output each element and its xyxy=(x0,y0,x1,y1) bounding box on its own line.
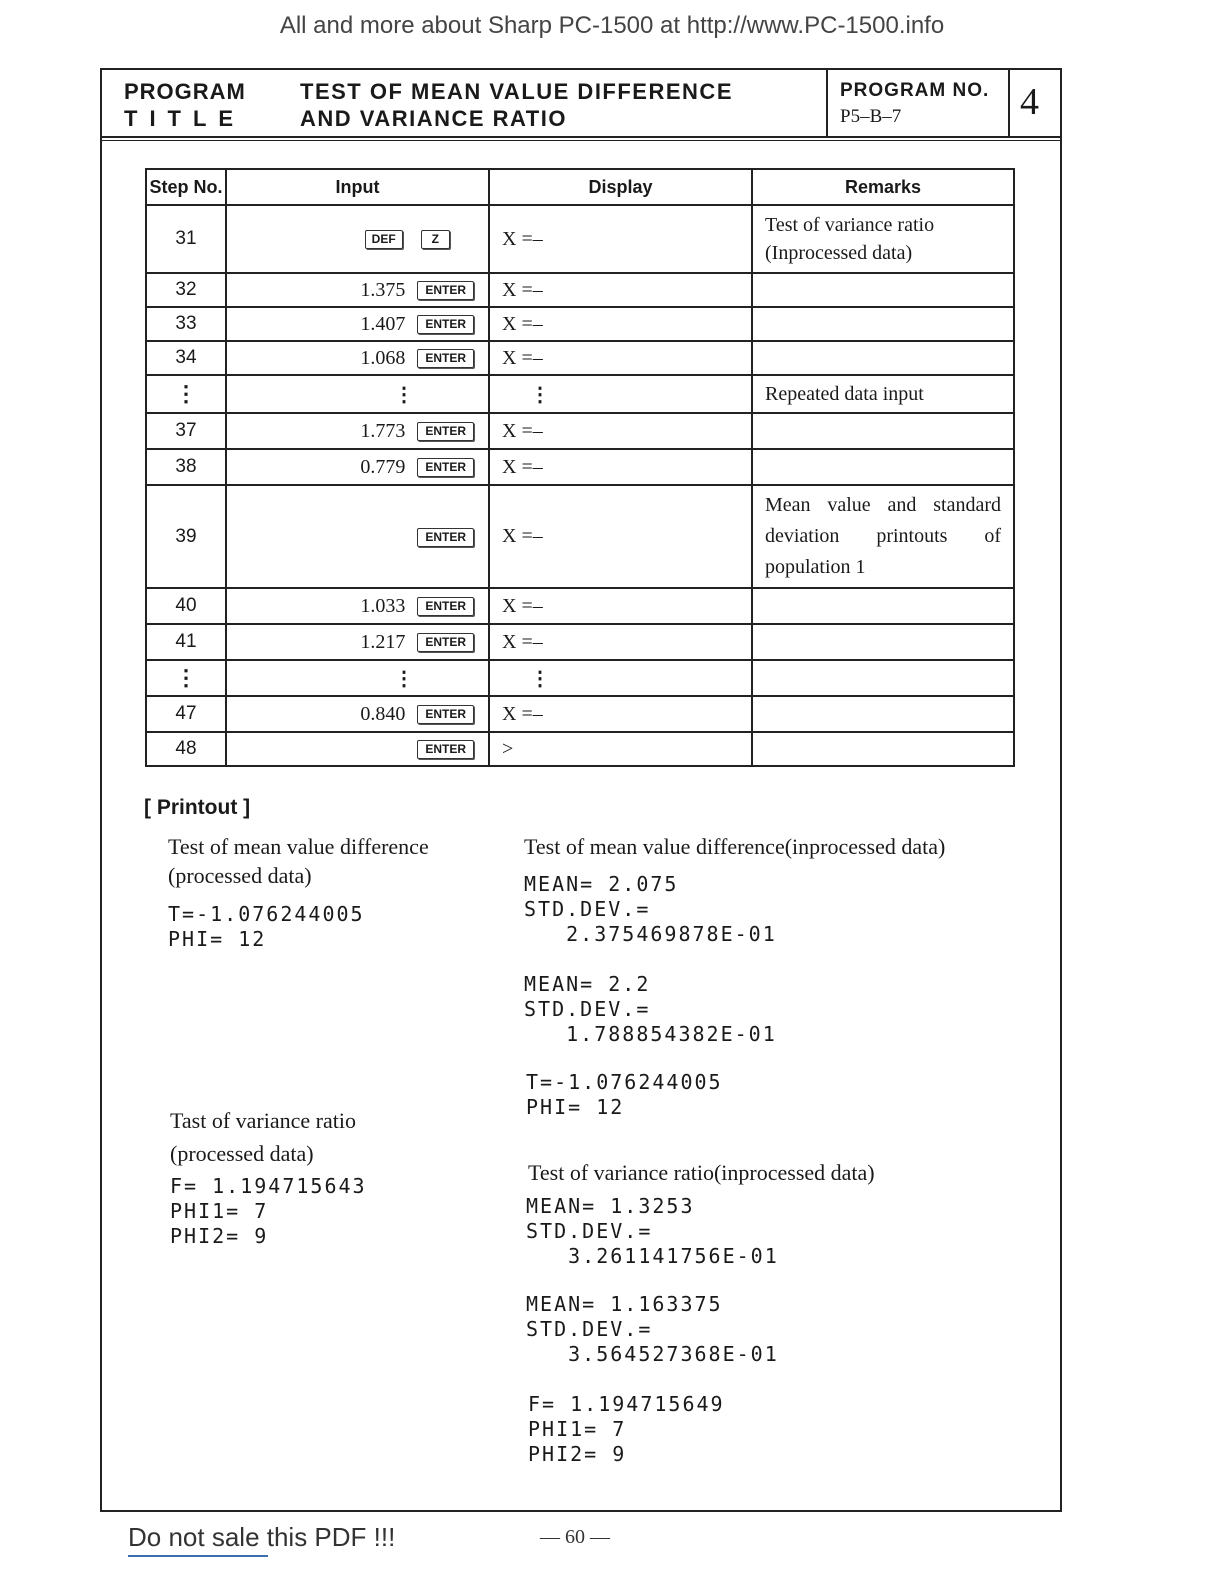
label-program: PROGRAM xyxy=(124,79,246,104)
input-cell xyxy=(226,375,489,413)
table-row xyxy=(146,307,1014,341)
input-cell xyxy=(226,660,489,696)
enter-key: ENTER xyxy=(417,740,474,759)
col-header-input: Input xyxy=(226,169,489,205)
source-note: All and more about Sharp PC-1500 at http://www.PC-1500.info xyxy=(279,12,945,39)
title-line-2: AND VARIANCE RATIO xyxy=(300,106,567,131)
caption-line: (processed data) xyxy=(168,863,312,888)
display-value: X =– xyxy=(489,696,752,732)
table-row xyxy=(146,696,1014,732)
input-cell xyxy=(226,696,489,732)
step-number: 47 xyxy=(146,696,226,732)
input-value: 0.840 xyxy=(360,702,406,725)
input-cell xyxy=(226,449,489,485)
input-value: 1.068 xyxy=(360,346,406,369)
remark: Mean value and standard deviation printouts of population 1 xyxy=(752,485,1014,588)
display-value: X =– xyxy=(489,205,752,273)
input-cell xyxy=(226,307,489,341)
right-mean-caption: Test of mean value difference(inprocessed data) xyxy=(524,834,946,859)
program-number-box xyxy=(826,70,1010,136)
step-number: 39 xyxy=(146,485,226,588)
step-number: 31 xyxy=(146,205,226,273)
right-mean-block-3: T=-1.076244005 PHI= 12 xyxy=(526,1070,723,1119)
input-cell xyxy=(226,341,489,375)
input-value: 1.217 xyxy=(360,630,406,653)
table-row xyxy=(146,485,1014,588)
steps-table xyxy=(145,168,1015,767)
display-value: X =– xyxy=(489,413,752,449)
display-value: ⋮ xyxy=(489,660,752,696)
col-header-display: Display xyxy=(489,169,752,205)
input-value: 1.407 xyxy=(360,312,406,335)
page-number: — 60 — xyxy=(540,1526,610,1548)
display-value: X =– xyxy=(489,341,752,375)
caption-line: Test of mean value difference xyxy=(168,834,429,859)
remark xyxy=(752,732,1014,766)
input-value: 1.375 xyxy=(360,278,406,301)
program-title xyxy=(300,78,733,132)
enter-key: ENTER xyxy=(417,422,474,441)
enter-key: ENTER xyxy=(417,597,474,616)
step-number: ⋮ xyxy=(146,375,226,413)
caption-line: Tast of variance ratio xyxy=(170,1108,356,1133)
input-value: ⋮ xyxy=(394,667,414,690)
remark xyxy=(752,660,1014,696)
table-header-row xyxy=(146,169,1014,205)
remark xyxy=(752,413,1014,449)
title-line-1: TEST OF MEAN VALUE DIFFERENCE xyxy=(300,79,733,104)
table-row xyxy=(146,375,1014,413)
program-number-label: PROGRAM NO. xyxy=(840,80,990,101)
remark xyxy=(752,588,1014,624)
table-row xyxy=(146,205,1014,273)
step-number: 33 xyxy=(146,307,226,341)
step-number: 41 xyxy=(146,624,226,660)
step-number: 37 xyxy=(146,413,226,449)
enter-key: ENTER xyxy=(417,633,474,652)
program-header xyxy=(102,70,1060,138)
table-row xyxy=(146,732,1014,766)
input-cell xyxy=(226,273,489,307)
step-number: 32 xyxy=(146,273,226,307)
step-number: 34 xyxy=(146,341,226,375)
right-variance-block-3: F= 1.194715649 PHI1= 7 PHI2= 9 xyxy=(528,1392,725,1466)
input-value: 1.773 xyxy=(360,419,406,442)
table-row xyxy=(146,341,1014,375)
input-cell xyxy=(226,624,489,660)
table-row xyxy=(146,273,1014,307)
enter-key: ENTER xyxy=(417,349,474,368)
remark: Repeated data input xyxy=(752,375,1014,413)
def-key: DEF xyxy=(365,230,403,249)
printout-title: [ Printout ] xyxy=(144,796,251,819)
table-row xyxy=(146,413,1014,449)
table-row xyxy=(146,660,1014,696)
left-variance-caption xyxy=(170,1104,356,1170)
input-cell xyxy=(226,485,489,588)
label-title: TITLE xyxy=(124,106,246,131)
header-divider xyxy=(102,140,1060,141)
program-title-label xyxy=(124,78,246,132)
right-mean-block-1: MEAN= 2.075 STD.DEV.= 2.375469878E-01 xyxy=(524,872,777,946)
input-value: 0.779 xyxy=(360,455,406,478)
program-number: P5–B–7 xyxy=(840,106,902,127)
step-number: 48 xyxy=(146,732,226,766)
step-number: 38 xyxy=(146,449,226,485)
table-row xyxy=(146,588,1014,624)
left-variance-printout: F= 1.194715643 PHI1= 7 PHI2= 9 xyxy=(170,1174,367,1248)
display-value: X =– xyxy=(489,485,752,588)
table-row xyxy=(146,624,1014,660)
display-value: X =– xyxy=(489,307,752,341)
enter-key: ENTER xyxy=(417,281,474,300)
page-tab: 4 xyxy=(1020,81,1039,123)
z-key: Z xyxy=(421,230,450,249)
right-variance-block-1: MEAN= 1.3253 STD.DEV.= 3.261141756E-01 xyxy=(526,1194,779,1268)
input-value: ⋮ xyxy=(394,383,414,406)
display-value: > xyxy=(489,732,752,766)
table-row xyxy=(146,449,1014,485)
remark xyxy=(752,696,1014,732)
input-value: 1.033 xyxy=(360,594,406,617)
remark xyxy=(752,273,1014,307)
col-header-step: Step No. xyxy=(146,169,226,205)
right-variance-block-2: MEAN= 1.163375 STD.DEV.= 3.564527368E-01 xyxy=(526,1292,779,1366)
remark xyxy=(752,449,1014,485)
display-value: X =– xyxy=(489,273,752,307)
display-value: ⋮ xyxy=(489,375,752,413)
footer-note: Do not sale this PDF !!! xyxy=(128,1522,396,1552)
step-number: 40 xyxy=(146,588,226,624)
input-cell xyxy=(226,413,489,449)
step-number: ⋮ xyxy=(146,660,226,696)
caption-line: (processed data) xyxy=(170,1141,314,1166)
display-value: X =– xyxy=(489,624,752,660)
enter-key: ENTER xyxy=(417,315,474,334)
remark xyxy=(752,624,1014,660)
left-mean-printout: T=-1.076244005 PHI= 12 xyxy=(168,902,365,951)
display-value: X =– xyxy=(489,449,752,485)
input-cell xyxy=(226,205,489,273)
enter-key: ENTER xyxy=(417,705,474,724)
input-cell xyxy=(226,732,489,766)
enter-key: ENTER xyxy=(417,458,474,477)
col-header-remarks: Remarks xyxy=(752,169,1014,205)
footer-link-underline xyxy=(128,1555,268,1557)
remark xyxy=(752,307,1014,341)
input-cell xyxy=(226,588,489,624)
remark: Test of variance ratio (Inprocessed data) xyxy=(752,205,1014,273)
display-value: X =– xyxy=(489,588,752,624)
enter-key: ENTER xyxy=(417,528,474,547)
right-mean-block-2: MEAN= 2.2 STD.DEV.= 1.788854382E-01 xyxy=(524,972,777,1046)
left-mean-caption xyxy=(168,832,429,890)
right-variance-caption: Test of variance ratio(inprocessed data) xyxy=(528,1160,875,1185)
remark xyxy=(752,341,1014,375)
